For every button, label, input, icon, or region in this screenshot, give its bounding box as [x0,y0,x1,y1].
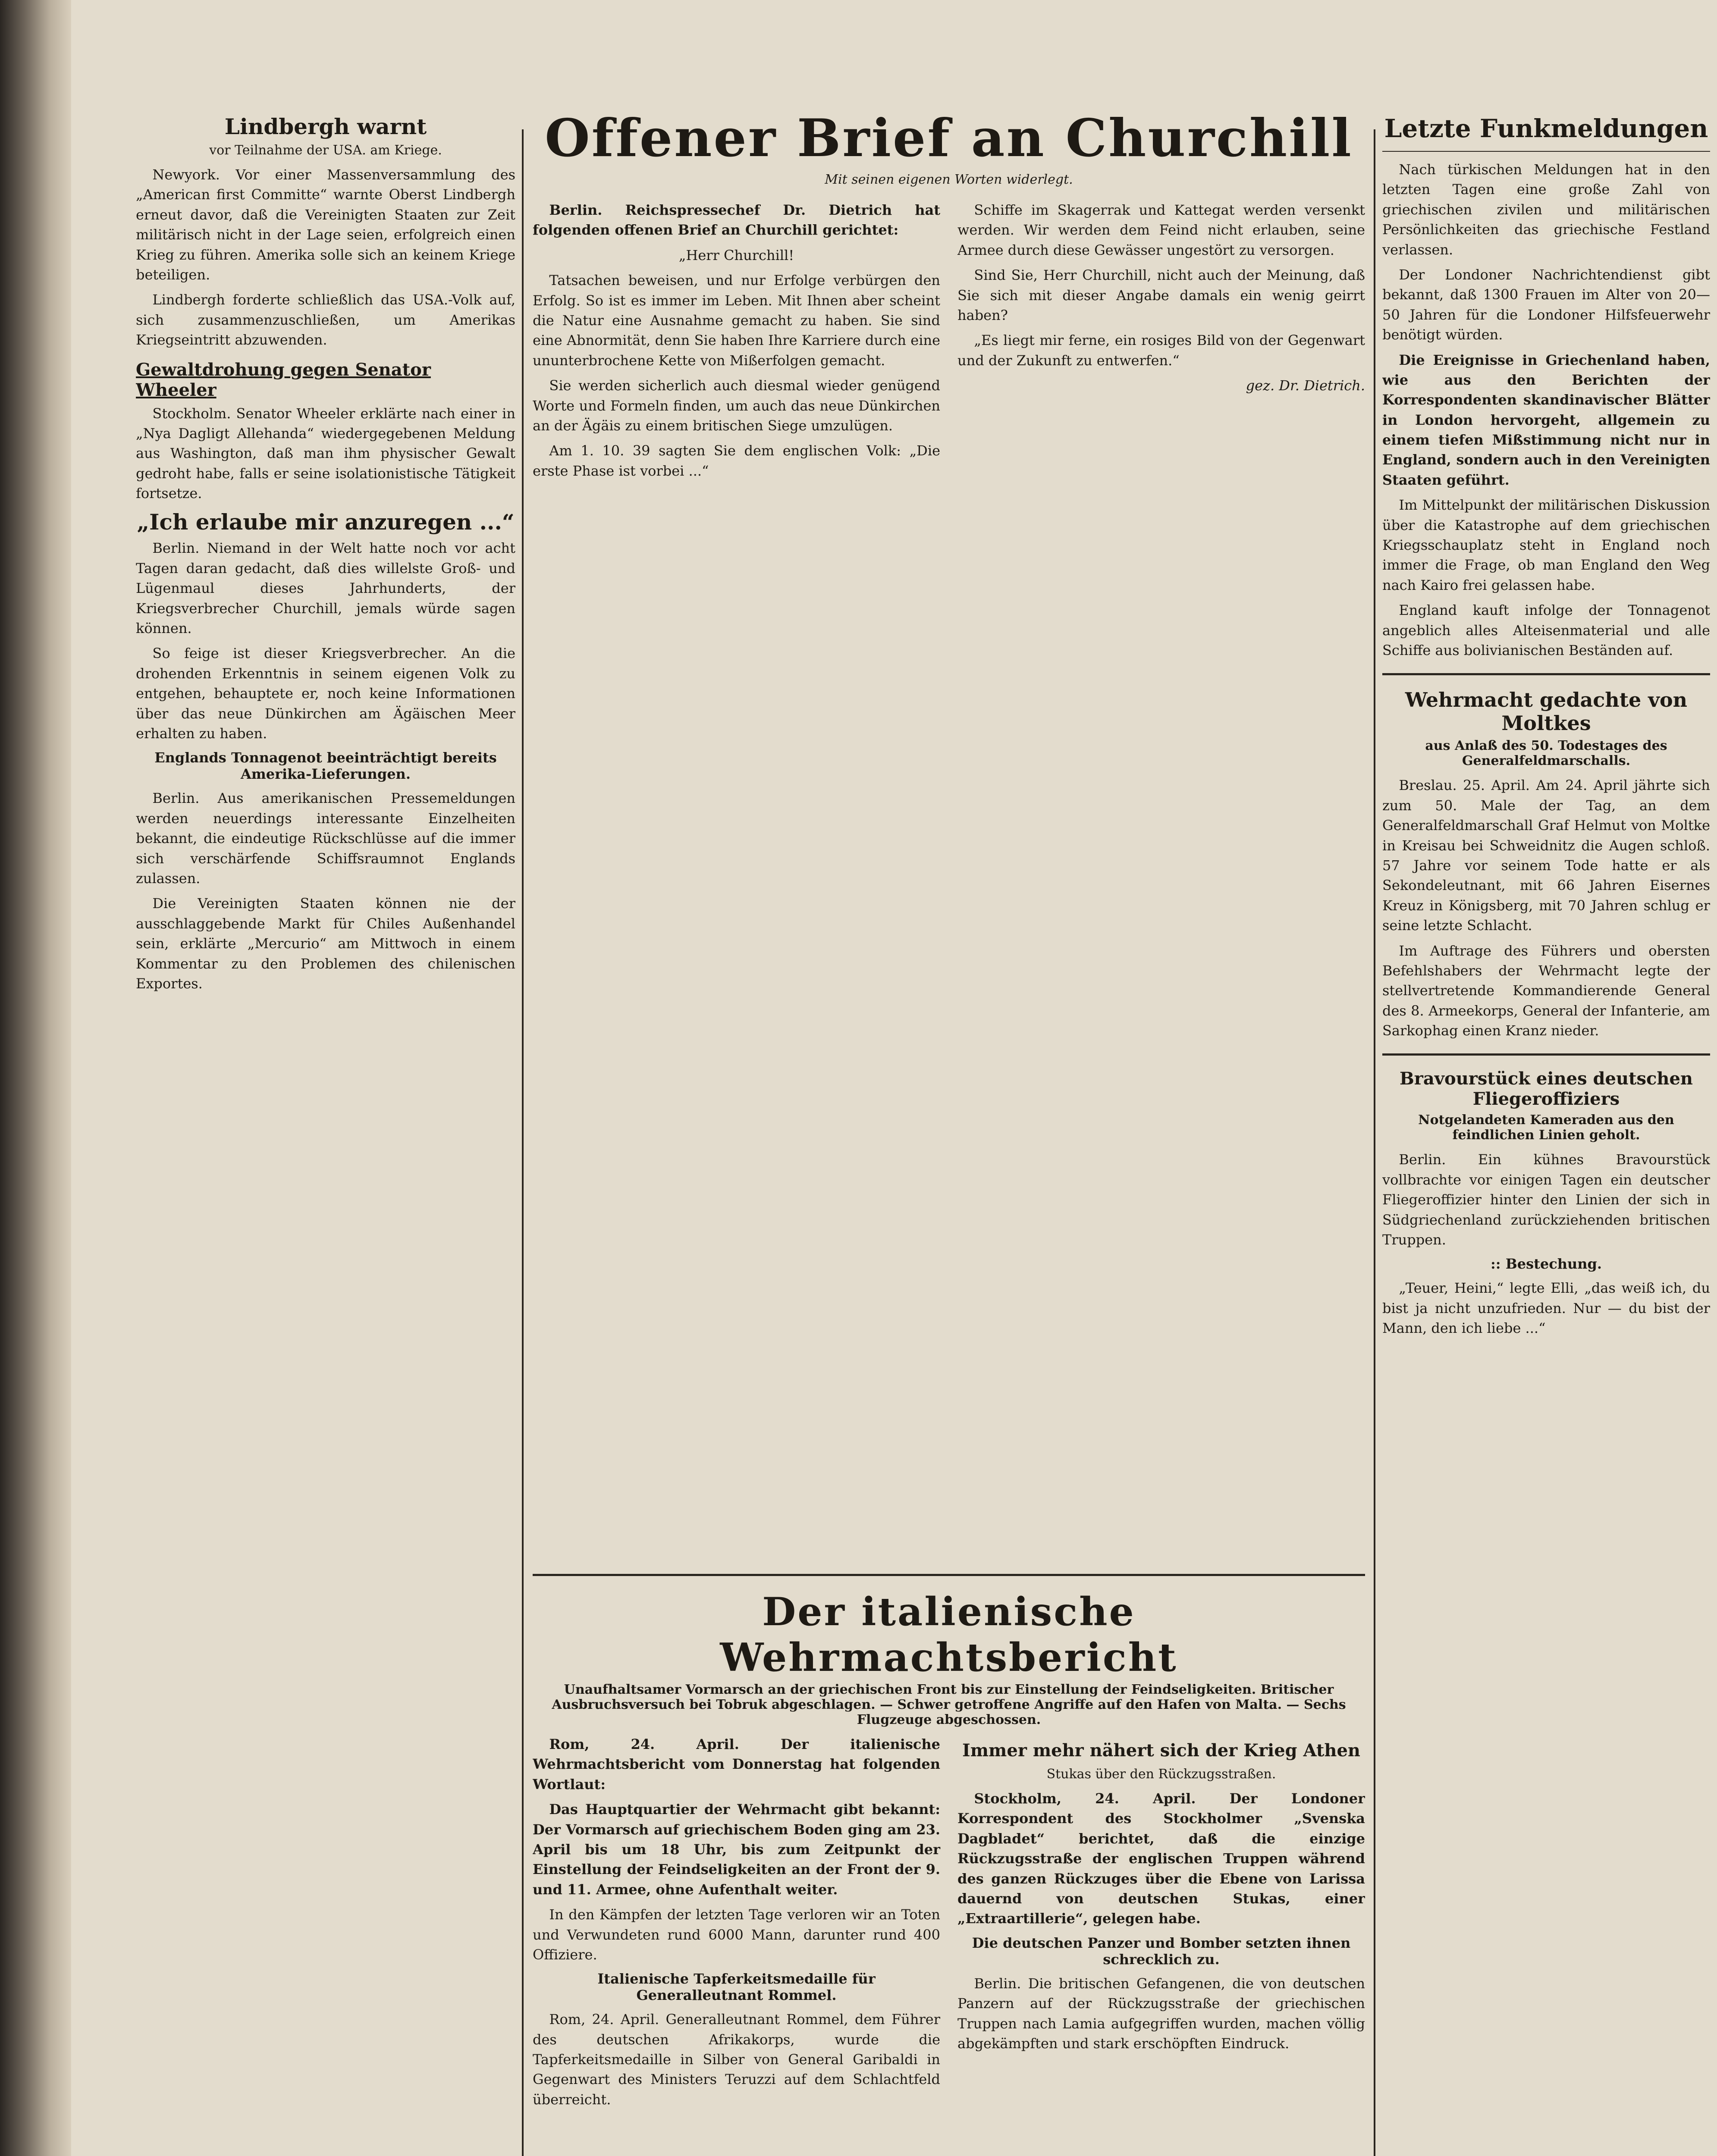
article-text: Das Hauptquartier der Wehrmacht gibt bekannt: Der Vormarsch auf griechischem Boden ging am 23. April bis um 18 Uhr, bis zum Zeitpunkt der Einstellung der Feindseligkeiten an der Front der 9. und 11. Armee, ohne Aufenthalt weiter. [533,1801,940,1898]
section-rule [1382,1053,1710,1056]
article-text: Newyork. Vor einer Massenversammlung des „American first Committe“ warnte Oberst Lindbergh erneut davor, daß die Vereinigten Staaten zur Zeit militärisch nicht in der Lage seien, erfolgreich einen Krieg zu führen. Amerika solle sich an keinem Kriege beteiligen. [136,166,515,283]
article-text: Nach türkischen Meldungen hat in den letzten Tagen eine große Zahl von griechischen zivilen und militärischen Persönlichkeiten das griechische Festland verlassen. [1382,161,1710,258]
article-text: In den Kämpfen der letzten Tage verloren wir an Toten und Verwundeten rund 6000 Mann, darunter rund 400 Offiziere. [533,1906,940,1963]
article-text: Die Ereignisse in Griechenland haben, wie aus den Berichten der Korrespondenten skandinavischer Blätter in London hervorgeht, allgemein zu einem tiefen Mißstimmung nicht nur in England, sondern auch in den Vereinigten Staaten geführt. [1382,351,1710,488]
column-rule [1374,129,1375,2156]
article-text: Im Auftrage des Führers und obersten Befehlshabers der Wehrmacht legte der stellvertretende Kommandierende General des 8. Armeekorps, General der Infanterie, am Sarkophag einen Kranz nieder. [1382,942,1710,1039]
headline-moltke: Wehrmacht gedachte von Moltkes [1405,688,1688,735]
article-text: „Teuer, Heini,“ legte Elli, „das weiß ich, du bist ja nicht unzufrieden. Nur — du bist der Mann, den ich liebe ...“ [1382,1280,1710,1337]
center-top [533,108,1365,1531]
headline-athen: Immer mehr nähert sich der Krieg Athen [962,1740,1360,1761]
headline-panzer: Die deutschen Panzer und Bomber setzten ihnen schrecklich zu. [972,1934,1351,1968]
headline-offener-brief: Offener Brief an Churchill [545,108,1353,169]
article-text: Breslau. 25. April. Am 24. April jährte sich zum 50. Male der Tag, an dem Generalfeldmarschall Graf Helmut von Moltke in Kreisau bei Schweidnitz die Augen schloß. 57 Jahre vor seinem Tode hatte er als Sekondeleutnant, mit 66 Jahren Eisernes Kreuz in Königsberg, mit 70 Jahren schlug er seine letzte Schlacht. [1382,777,1710,934]
article-text: Berlin. Die britischen Gefangenen, die von deutschen Panzern auf der Rückzugsstraße der griechischen Truppen nach Lamia aufgegriffen wurden, machen völlig abgekämpften und stark erschöpften Eindruck. [957,1975,1365,2052]
kicker-moltke: aus Anlaß des 50. Todestages des Generalfeldmarschalls. [1425,738,1667,769]
article-text: So feige ist dieser Kriegsverbrecher. An die drohenden Erkenntnis in seinem eigenen Volk zu entgehen, behauptete er, noch keine Informationen über das neue Dünkirchen am Ägäischen Meer erhalten zu haben. [136,645,515,742]
article-text: Berlin. Aus amerikanischen Pressemeldungen werden neuerdings interessante Einzelheiten bekannt, die eindeutige Rückschlüsse auf die immer sich verschärfende Schiffsraumnot Englands zulassen. [136,790,515,887]
kicker-wehrmachtsbericht: Unaufhaltsamer Vormarsch an der griechischen Front bis zur Einstellung der Feindseligkeiten. Britischer Ausbruchsversuch bei Tobruk abgeschlagen. — Schwer getroffene Angriffe auf den Hafen von Malta. — Sechs Flugzeuge abgeschossen. [552,1682,1346,1727]
article-text: Im Mittelpunkt der militärischen Diskussion über die Katastrophe auf dem griechischen Kriegsschauplatz steht in England noch immer die Frage, ob man England den Weg nach Kairo frei gelassen habe. [1382,497,1710,593]
right-column [1382,108,1710,2156]
section-rule [1382,673,1710,675]
article-text: Rom, 24. April. Der italienische Wehrmachtsbericht vom Donnerstag hat folgenden Wortlaut: [533,1736,940,1792]
headline-anzuregen: „Ich erlaube mir anzuregen ...“ [137,509,515,535]
article-text: Die Vereinigten Staaten können nie der ausschlaggebende Markt für Chiles Außenhandel sein, erklärte „Mercurio“ am Mittwoch in einem Kommentar zu den Problemen des chilenischen Exportes. [136,895,515,992]
headline-funkmeldungen: Letzte Funkmeldungen [1384,114,1708,143]
section-rule [1382,151,1710,152]
headline-fliegeroffizier: Bravourstück eines deutschen Fliegeroffiziers [1399,1069,1693,1109]
article-text: Berlin. Niemand in der Welt hatte noch vor acht Tagen daran gedacht, daß dies willelste Groß- und Lügenmaul dieses Jahrhunderts, der Kriegsverbrecher Churchill, jemals würde sagen können. [136,540,515,637]
signature: gez. Dr. Dietrich. [1246,377,1365,394]
headline-rommel: Italienische Tapferkeitsmedaille für Generalleutnant Rommel. [597,1971,876,2004]
headline-bestechung: :: Bestechung. [1490,1256,1602,1272]
newspaper-page [71,0,1717,2156]
headline-wehrmachtsbericht: Der italienische Wehrmachtsbericht [720,1589,1178,1680]
article-text: Schiffe im Skagerrak und Kattegat werden versenkt werden. Wir werden dem Feind nicht erlauben, seine Armee durch diese Gewässer ungestört zu versorgen. [957,202,1365,258]
headline-tonnagenot: Englands Tonnagenot beeinträchtigt bereits Amerika-Lieferungen. [154,749,497,783]
article-text: Berlin. Reichspressechef Dr. Dietrich hat folgenden offenen Brief an Churchill gerichtet: [533,202,940,238]
section-rule [533,1574,1365,1576]
subtitle-offener-brief: Mit seinen eigenen Worten widerlegt. [825,172,1073,187]
article-text: Der Londoner Nachrichtendienst gibt bekannt, daß 1300 Frauen im Alter von 20—50 Jahren für die Londoner Hilfsfeuerwehr benötigt würden. [1382,266,1710,343]
article-text: Sie werden sicherlich auch diesmal wieder genügend Worte und Formeln finden, um auch das neue Dünkirchen an der Ägäis zu einem britischen Siege umzulügen. [533,377,940,434]
article-text: Stockholm, 24. April. Der Londoner Korrespondent des Stockholmer „Svenska Dagbladet“ berichtet, daß die einzige Rückzugsstraße der englischen Truppen während des ganzen Rückzuges über die Ebene von Larissa dauernd von deutschen Stukas, einer „Extraartillerie“, gelegen habe. [957,1790,1365,1927]
center-bottom [533,1561,1365,2156]
article-text: Stockholm. Senator Wheeler erklärte nach einer in „Nya Dagligt Allehanda“ wiedergegebenen Meldung aus Washington, daß man ihm physischer Gewalt gedroht habe, falls er seine isolationistische Tätigkeit fortsetze. [136,405,515,502]
headline-wheeler: Gewaltdrohung gegen Senator Wheeler [136,359,431,400]
article-text: England kauft infolge der Tonnagenot angeblich alles Alteisenmaterial und alle Schiffe aus bolivianischen Beständen auf. [1382,602,1710,658]
kicker-lindbergh: vor Teilnahme der USA. am Kriege. [209,143,442,158]
article-text: Tatsachen beweisen, und nur Erfolge verbürgen den Erfolg. So ist es immer im Leben. Mit Ihnen aber scheint die Natur eine Ausnahme gemacht zu haben. Sie sind eine Abnormität, denn Sie haben Ihre Karriere durch eine ununterbrochene Kette von Mißerfolgen gemacht. [533,272,940,369]
article-text: Berlin. Ein kühnes Bravourstück vollbrachte vor einigen Tagen ein deutscher Fliegeroffizier hinter den Linien der sich in Südgriechenland zurückziehenden britischen Truppen. [1382,1151,1710,1248]
kicker-fliegeroffizier: Notgelandeten Kameraden aus den feindlichen Linien geholt. [1418,1112,1674,1143]
article-text: Lindbergh forderte schließlich das USA.-Volk auf, sich zusammenzuschließen, um Amerikas Kriegseintritt abzuwenden. [136,291,515,348]
article-text: „Es liegt mir ferne, ein rosiges Bild von der Gegenwart und der Zukunft zu entwerfen.“ [957,332,1365,369]
article-text: Am 1. 10. 39 sagten Sie dem englischen Volk: „Die erste Phase ist vorbei ...“ [533,442,940,479]
left-column [136,108,515,2156]
article-text: Rom, 24. April. Generalleutnant Rommel, dem Führer des deutschen Afrikakorps, wurde die Tapferkeitsmedaille in Silber von General Garibaldi in Gegenwart des Ministers Teruzzi auf dem Schlachtfeld überreicht. [533,2011,940,2108]
column-rule [522,129,524,2156]
article-text: Sind Sie, Herr Churchill, nicht auch der Meinung, daß Sie sich mit dieser Angabe damals ein wenig geirrt haben? [957,267,1365,323]
headline-lindbergh: Lindbergh warnt [224,114,427,139]
salutation: „Herr Churchill! [678,247,794,263]
kicker-athen: Stukas über den Rückzugsstraßen. [1046,1767,1276,1782]
book-spine [0,0,71,2156]
